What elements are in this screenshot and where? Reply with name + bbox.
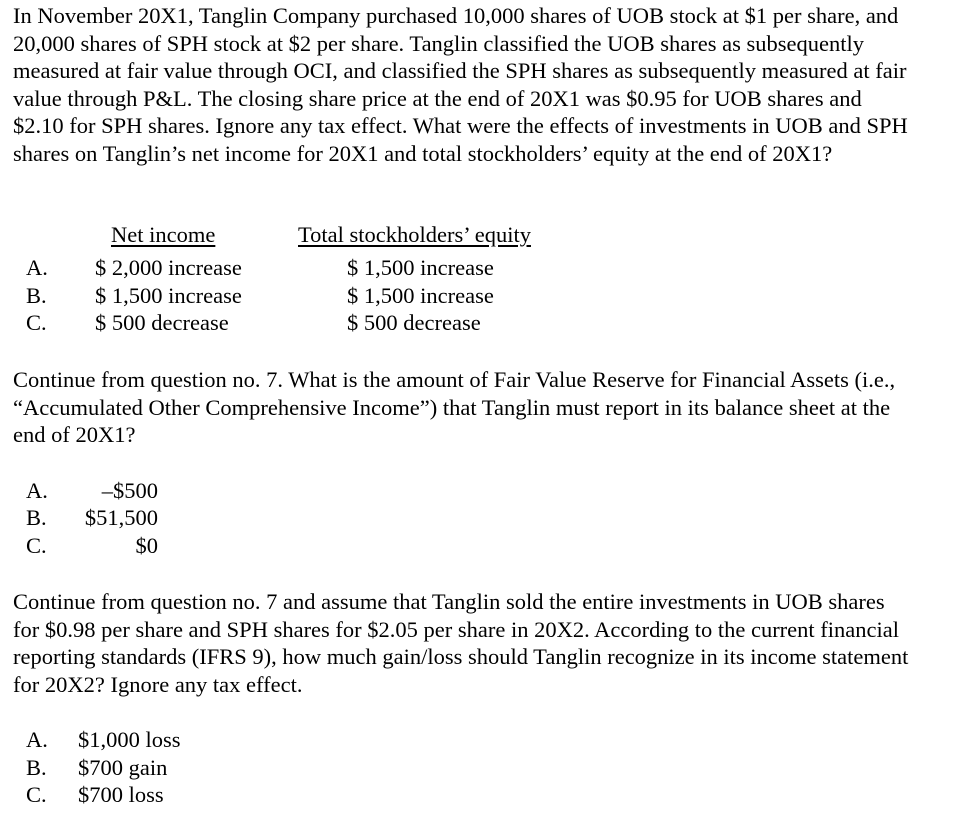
option-net-income: $ 2,000 increase [95, 255, 242, 280]
option-letter: C. [26, 310, 47, 335]
question-3-text: Continue from question no. 7 and assume that Tanglin sold the entire investments in UOB shares for $0.98 per share and SPH shares for $2.05 per share in 20X2. According to the current financial reporting standards (IFRS 9), how much gain/loss should Tanglin recognize in its income statement for 20X2? Ignore any tax effect. [13, 589, 909, 697]
option-equity: $ 1,500 increase [347, 283, 494, 308]
equity-header: Total stockholders’ equity [298, 222, 531, 247]
option-letter: A. [26, 727, 48, 752]
option-letter: A. [26, 478, 48, 503]
option-equity: $ 500 decrease [347, 310, 481, 335]
option-value: $700 loss [78, 782, 164, 807]
option-equity: $ 1,500 increase [347, 255, 494, 280]
option-net-income: $ 1,500 increase [95, 283, 242, 308]
option-letter: C. [26, 782, 47, 807]
option-letter: C. [26, 533, 47, 558]
option-letter: B. [26, 505, 47, 530]
option-letter: B. [26, 283, 47, 308]
option-net-income: $ 500 decrease [95, 310, 229, 335]
option-value: –$500 [101, 478, 158, 503]
option-letter: A. [26, 255, 48, 280]
option-value: $51,500 [84, 505, 158, 530]
question-2-text: Continue from question no. 7. What is the amount of Fair Value Reserve for Financial Assets (i.e., “Accumulated Other Comprehensive Income”) that Tanglin must report in its balance sheet at the end of 20X1? [13, 367, 896, 447]
option-value: $0 [135, 533, 158, 558]
option-value: $700 gain [78, 755, 168, 780]
option-letter: B. [26, 755, 47, 780]
option-value: $1,000 loss [78, 727, 181, 752]
net-income-header: Net income [111, 222, 216, 247]
question-1-text: In November 20X1, Tanglin Company purchased 10,000 shares of UOB stock at $1 per share, and 20,000 shares of SPH stock at $2 per share. Tanglin classified the UOB shares as subsequently measured at fair value through OCI, and classified the SPH shares as subsequently measured at fair value through P&L. The closing share price at the end of 20X1 was $0.95 for UOB shares and $2.10 for SPH shares. Ignore any tax effect. What were the effects of investments in UOB and SPH shares on Tanglin’s net income for 20X1 and total stockholders’ equity at the end of 20X1? [13, 3, 908, 166]
